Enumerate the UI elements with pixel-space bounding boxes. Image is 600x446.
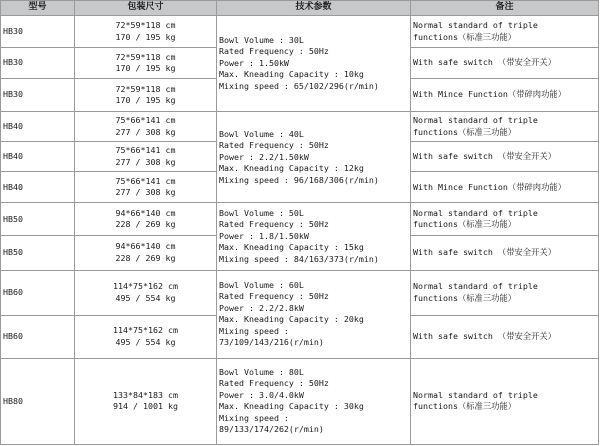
remark-line: Normal standard of triple	[413, 207, 538, 218]
table-row	[1, 358, 599, 444]
package-size: 75*66*141 cm	[115, 145, 176, 156]
package-size: 114*75*162 cm	[113, 325, 178, 336]
package-weight: 170 / 195 kg	[115, 95, 176, 106]
spec-line: Max. Kneading Capacity : 30kg	[219, 401, 364, 412]
remark-line: functions（标准三功能）	[413, 126, 517, 137]
spec-line: Max. Kneading Capacity : 20kg	[219, 314, 364, 325]
spec-line: Bowl Volume : 40L	[219, 128, 304, 139]
remark-line: functions（标准三功能）	[413, 292, 517, 303]
spec-line: Max. Kneading Capacity : 10kg	[219, 69, 364, 80]
remark-cell: With Mince Function（带碎肉功能）	[411, 172, 599, 203]
spec-line: Rated Frequency : 50Hz	[219, 378, 329, 389]
remark-cell: With safe switch （带安全开关）	[411, 315, 599, 358]
package-cell	[75, 172, 217, 203]
model-cell: HB50	[1, 203, 75, 236]
spec-line: Mixing speed : 96/168/306(r/min)	[219, 174, 379, 185]
spec-line: Power : 1.8/1.50kW	[219, 230, 309, 241]
spec-line: Rated Frequency : 50Hz	[219, 291, 329, 302]
header-row	[1, 1, 599, 16]
package-size: 75*66*141 cm	[115, 115, 176, 126]
header-remarks: 备注	[411, 1, 599, 16]
spec-line: Bowl Volume : 30L	[219, 34, 304, 45]
spec-line: Mixing speed :	[219, 325, 289, 336]
model-cell: HB40	[1, 112, 75, 142]
package-size: 75*66*141 cm	[115, 175, 176, 186]
table-row	[1, 16, 599, 48]
model-cell: HB80	[1, 358, 75, 444]
spec-line: 73/109/143/216(r/min)	[219, 337, 324, 348]
remark-cell: With safe switch （带安全开关）	[411, 236, 599, 270]
spec-line: Rated Frequency : 50Hz	[219, 140, 329, 151]
model-cell: HB30	[1, 79, 75, 112]
specs-cell	[217, 358, 411, 444]
spec-line: Bowl Volume : 50L	[219, 207, 304, 218]
spec-line: Power : 1.50kW	[219, 57, 289, 68]
specs-cell	[217, 270, 411, 358]
header-package: 包装尺寸	[75, 1, 217, 16]
remark-line: Normal standard of triple	[413, 115, 538, 126]
spec-line: Power : 2.2/1.50kW	[219, 151, 309, 162]
package-weight: 495 / 554 kg	[115, 336, 176, 347]
remark-cell	[411, 16, 599, 48]
remark-cell	[411, 112, 599, 142]
package-size: 114*75*162 cm	[113, 281, 178, 292]
remark-cell	[411, 203, 599, 236]
package-cell	[75, 270, 217, 315]
spec-line: Max. Kneading Capacity : 12kg	[219, 163, 364, 174]
package-size: 72*59*118 cm	[115, 51, 176, 62]
spec-line: Mixing speed :	[219, 412, 289, 423]
model-cell: HB40	[1, 142, 75, 172]
package-weight: 277 / 308 kg	[115, 126, 176, 137]
package-size: 133*84*183 cm	[113, 389, 178, 400]
package-cell	[75, 48, 217, 79]
remark-line: functions（标准三功能）	[413, 31, 517, 42]
spec-line: Rated Frequency : 50Hz	[219, 219, 329, 230]
model-cell: HB30	[1, 48, 75, 79]
table-row	[1, 112, 599, 142]
remark-cell: With safe switch （带安全开关）	[411, 142, 599, 172]
spec-line: Rated Frequency : 50Hz	[219, 46, 329, 57]
package-cell	[75, 236, 217, 270]
package-cell	[75, 203, 217, 236]
model-cell: HB30	[1, 16, 75, 48]
specs-cell	[217, 16, 411, 112]
remark-line: functions（标准三功能）	[413, 401, 517, 412]
package-cell	[75, 358, 217, 444]
specs-cell	[217, 203, 411, 270]
spec-line: Bowl Volume : 60L	[219, 279, 304, 290]
package-weight: 228 / 269 kg	[115, 219, 176, 230]
package-size: 72*59*118 cm	[115, 20, 176, 31]
package-weight: 277 / 308 kg	[115, 156, 176, 167]
package-weight: 170 / 195 kg	[115, 63, 176, 74]
package-weight: 228 / 269 kg	[115, 252, 176, 263]
package-weight: 277 / 308 kg	[115, 187, 176, 198]
package-size: 94*66*140 cm	[115, 241, 176, 252]
remark-line: Normal standard of triple	[413, 389, 538, 400]
remark-line: Normal standard of triple	[413, 20, 538, 31]
header-model: 型号	[1, 1, 75, 16]
package-weight: 495 / 554 kg	[115, 292, 176, 303]
spec-line: Power : 2.2/2.8kW	[219, 302, 304, 313]
package-size: 72*59*118 cm	[115, 83, 176, 94]
remark-cell: With safe switch （带安全开关）	[411, 48, 599, 79]
header-specs: 技术参数	[217, 1, 411, 16]
package-cell	[75, 112, 217, 142]
table-row	[1, 203, 599, 236]
spec-line: Mixing speed : 65/102/296(r/min)	[219, 80, 379, 91]
remark-cell	[411, 358, 599, 444]
remark-line: Normal standard of triple	[413, 281, 538, 292]
package-size: 94*66*140 cm	[115, 207, 176, 218]
spec-line: Bowl Volume : 80L	[219, 366, 304, 377]
remark-cell	[411, 270, 599, 315]
table-row	[1, 270, 599, 315]
spec-line: Mixing speed : 84/163/373(r/min)	[219, 253, 379, 264]
remark-line: functions（标准三功能）	[413, 219, 517, 230]
model-cell: HB40	[1, 172, 75, 203]
package-weight: 914 / 1001 kg	[113, 401, 178, 412]
model-cell: HB60	[1, 270, 75, 315]
package-weight: 170 / 195 kg	[115, 31, 176, 42]
remark-cell: With Mince Function（带碎肉功能）	[411, 79, 599, 112]
package-cell	[75, 142, 217, 172]
package-cell	[75, 16, 217, 48]
model-cell: HB60	[1, 315, 75, 358]
package-cell	[75, 315, 217, 358]
spec-line: Max. Kneading Capacity : 15kg	[219, 242, 364, 253]
spec-line: Power : 3.0/4.0kW	[219, 389, 304, 400]
model-cell: HB50	[1, 236, 75, 270]
package-cell	[75, 79, 217, 112]
spec-line: 89/133/174/262(r/min)	[219, 424, 324, 435]
specs-cell	[217, 112, 411, 203]
